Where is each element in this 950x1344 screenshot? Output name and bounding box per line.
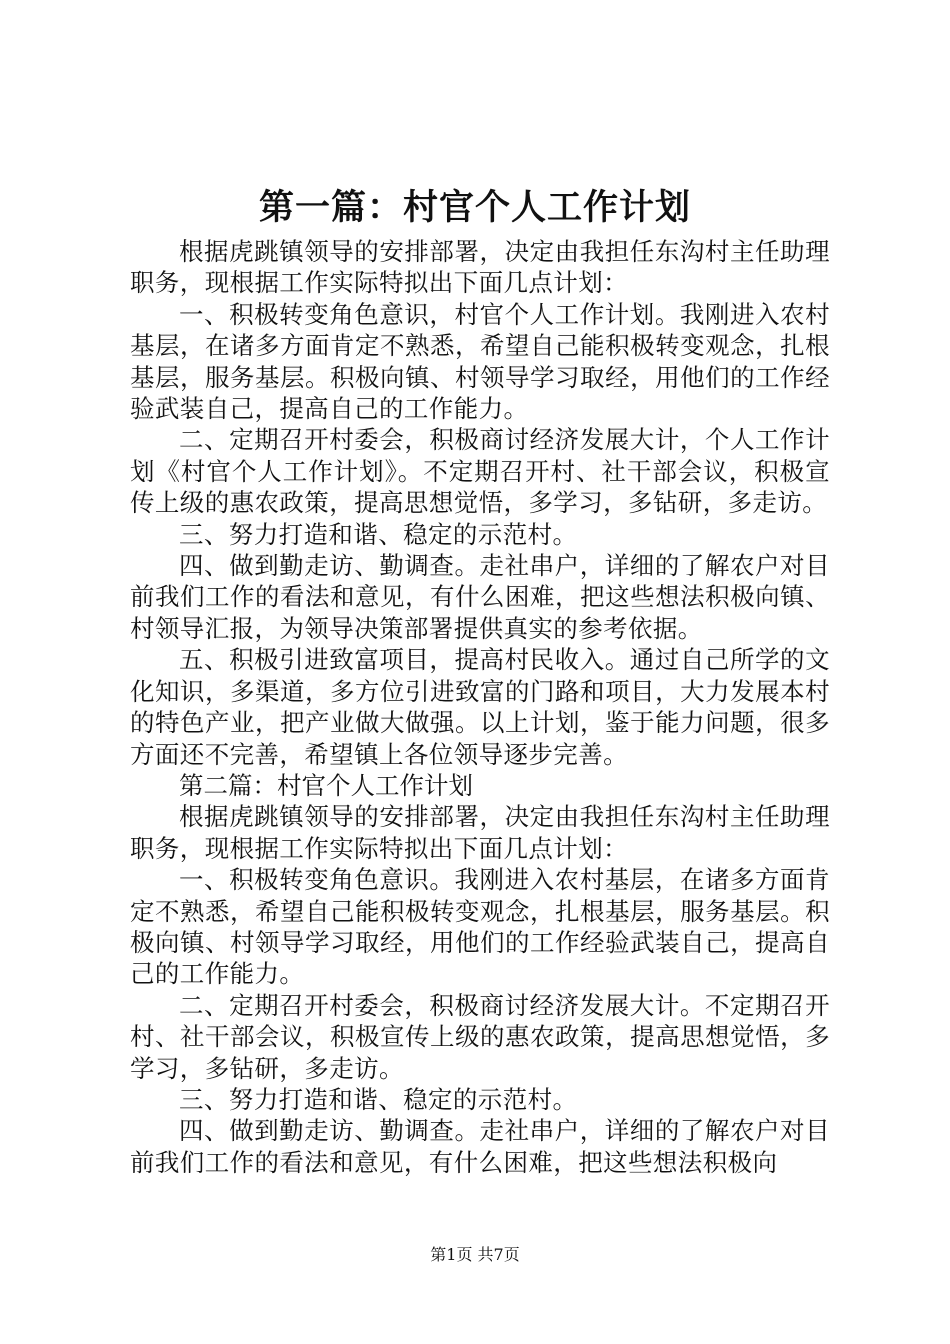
paragraph-item-3-second: 三、努力打造和谐、稳定的示范村。 (179, 1084, 578, 1114)
paragraph-item-2: 二、定期召开村委会，积极商讨经济发展大计，个人工作计划《村官个人工作计划》。不定期召开村、社干部会议，积极宣传上级的惠农政策，提高思想觉悟，多学习，多钻研，多走访。 (130, 425, 830, 518)
paragraph-item-4: 四、做到勤走访、勤调查。走社串户，详细的了解农户对目前我们工作的看法和意见，有什么困难，把这些想法积极向镇、村领导汇报，为领导决策部署提供真实的参考依据。 (130, 551, 830, 643)
paragraph-intro-2: 根据虎跳镇领导的安排部署，决定由我担任东沟村主任助理职务，现根据工作实际特拟出下面几点计划： (130, 802, 830, 863)
paragraph-intro-1: 根据虎跳镇领导的安排部署，决定由我担任东沟村主任助理职务，现根据工作实际特拟出下面几点计划： (130, 237, 830, 298)
paragraph-item-5: 五、积极引进致富项目，提高村民收入。通过自己所学的文化知识，多渠道，多方位引进致富的门路和项目，大力发展本村的特色产业，把产业做大做强。以上计划，鉴于能力问题，很多方面还不完善，希望镇上各位领导逐步完善。 (130, 645, 830, 769)
paragraph-item-3: 三、努力打造和谐、稳定的示范村。 (179, 519, 578, 549)
page-number-footer: 第1页 共7页 (430, 1245, 520, 1264)
document-body (130, 236, 830, 1178)
paragraph-item-1-second: 一、积极转变角色意识。我刚进入农村基层，在诸多方面肯定不熟悉，希望自己能积极转变观念，扎根基层，服务基层。积极向镇、村领导学习取经，用他们的工作经验武装自己，提高自己的工作能力。 (130, 865, 830, 989)
section-heading-2: 第二篇：村官个人工作计划 (179, 770, 473, 800)
paragraph-item-1: 一、积极转变角色意识，村官个人工作计划。我刚进入农村基层，在诸多方面肯定不熟悉，希望自己能积极转变观念，扎根基层，服务基层。积极向镇、村领导学习取经，用他们的工作经验武装自己，提高自己的工作能力。 (130, 299, 830, 424)
document-title: 第一篇：村官个人工作计划 (258, 187, 691, 228)
paragraph-item-2-second: 二、定期召开村委会，积极商讨经济发展大计。不定期召开村、社干部会议，积极宣传上级的惠农政策，提高思想觉悟，多学习，多钻研，多走访。 (130, 990, 830, 1083)
paragraph-item-4-second: 四、做到勤走访、勤调查。走社串户，详细的了解农户对目前我们工作的看法和意见，有什么困难，把这些想法积极向 (130, 1116, 830, 1177)
